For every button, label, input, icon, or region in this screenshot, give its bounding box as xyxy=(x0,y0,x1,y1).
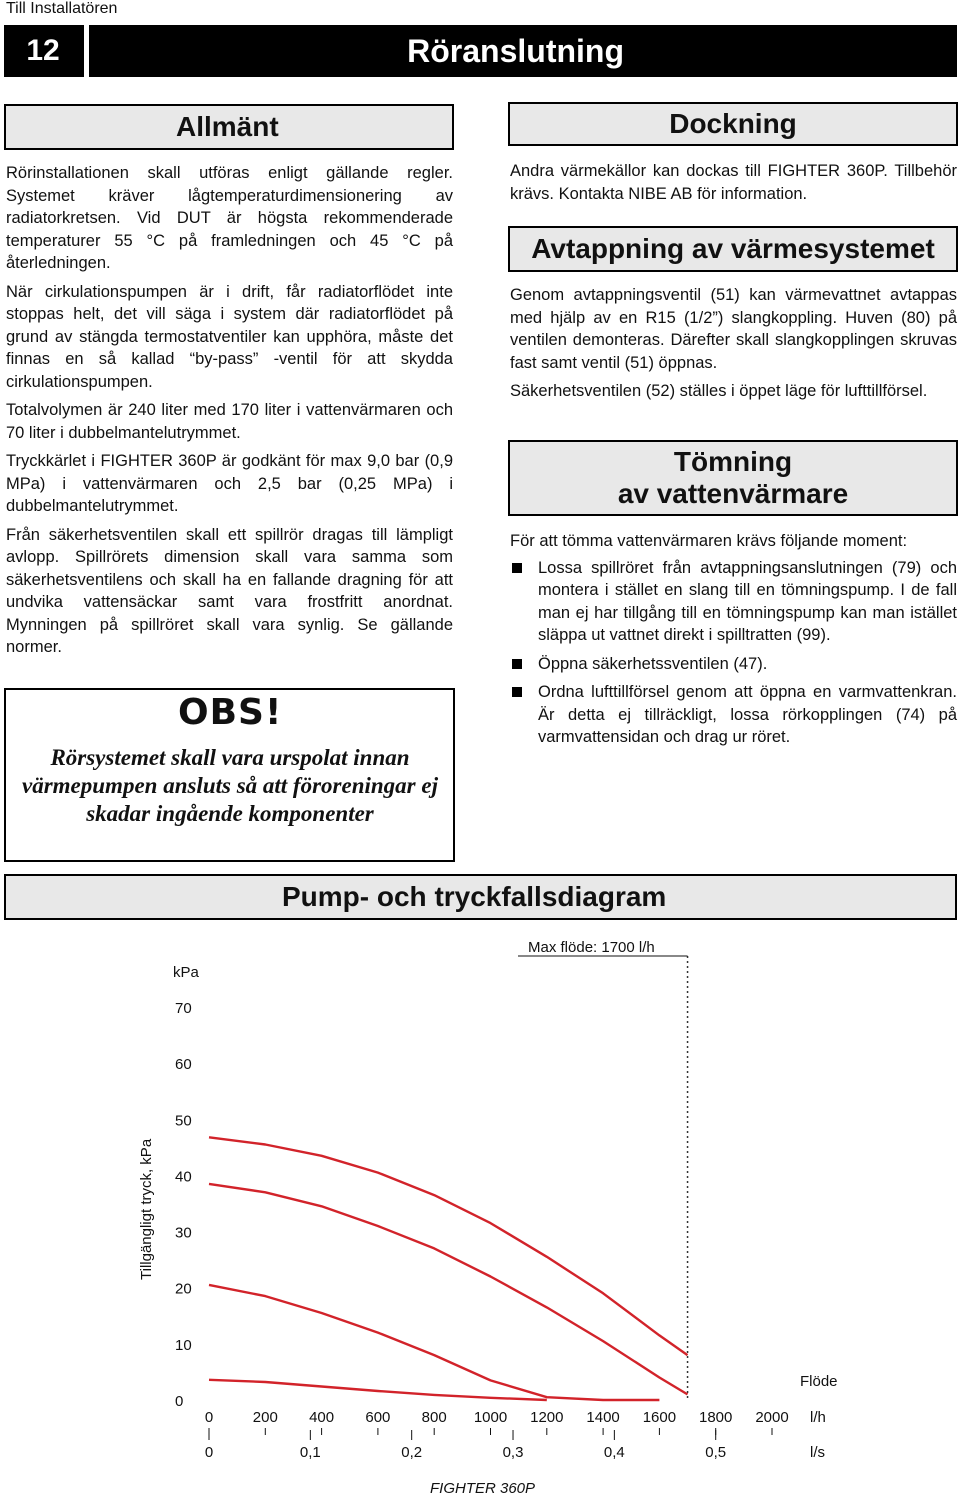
x2-tick-label: 0,3 xyxy=(502,1444,524,1461)
step-text: Öppna säkerhetssventilen (47). xyxy=(538,654,768,673)
list-item xyxy=(510,681,957,749)
tomning-intro: För att tömma vattenvärmaren krävs följande moment: xyxy=(510,532,908,550)
x2-tick-label: 0,1 xyxy=(299,1444,321,1461)
x-tick-label: 1200 xyxy=(530,1409,564,1426)
y-tick-label: 60 xyxy=(175,1056,192,1074)
x2-tick-label: 0,5 xyxy=(705,1444,727,1461)
page-title: Röranslutning xyxy=(407,32,624,69)
x2-unit-label: l/s xyxy=(810,1444,825,1461)
y-tick-label: 40 xyxy=(175,1168,192,1186)
x-tick-label: 800 xyxy=(421,1409,447,1426)
y-tick-label: 20 xyxy=(175,1280,192,1298)
x-tick-label: 400 xyxy=(309,1409,335,1426)
pump-chart xyxy=(0,920,960,1476)
max-flow-label: Max flöde: 1700 l/h xyxy=(528,939,655,956)
heading-pump-diagram: Pump- och tryckfallsdiagram xyxy=(4,874,957,920)
heading-allmant: Allmänt xyxy=(4,104,454,150)
obs-text: Rörsystemet skall vara urspolat innan värmepumpen ansluts så att föroreningar ej skadar ingående komponenter xyxy=(22,745,438,826)
x-axis-title: Flöde xyxy=(800,1373,838,1390)
y-axis-title: Tillgängligt tryck, kPa xyxy=(138,1138,155,1280)
x-tick-label: 1000 xyxy=(473,1409,508,1426)
list-item xyxy=(510,557,957,647)
dockning-body xyxy=(510,160,957,211)
allmant-paragraph: Från säkerhetsventilen skall ett spillrör dragas till lämpligt avlopp. Spillrörets dimension skall vara samma som säkerhetsventilens och skall ha en fallande dragning för att undvika vattensäckar samt vara frostfritt anordnat. Mynningen på spillröret skall vara synlig. Se gällande normer. xyxy=(6,525,453,656)
allmant-paragraph: Tryckkärlet i FIGHTER 360P är godkänt för max 9,0 bar (0,9 MPa) i vattenvärmaren och 2,5 bar (0,25 MPa) i dubbelmantelutrymmet. xyxy=(6,452,453,515)
x-tick-label: 1400 xyxy=(586,1409,620,1426)
bullet-square-icon xyxy=(512,563,522,573)
x-tick-label: 200 xyxy=(252,1409,278,1426)
dockning-text: Andra värmekällor kan dockas till FIGHTER 360P. Tillbehör krävs. Kontakta NIBE AB för information. xyxy=(510,162,957,203)
tomning-body xyxy=(510,530,957,755)
heading-dockning: Dockning xyxy=(508,102,958,146)
allmant-paragraph: När cirkulationspumpen är i drift, får radiatorflödet inte stoppas helt, det vill säga i system där radiatorflödet på grund av stängda termostatventiler kan upphöra, måste det finnas en så kallad “by-pass” -ventil för att skydda cirkulationspumpen. xyxy=(6,282,453,391)
allmant-body xyxy=(6,162,453,665)
y-unit-label: kPa xyxy=(173,964,199,981)
step-text: Lossa spillröret från avtappningsanslutningen (79) och montera i stället en slang till en tömningspump. I de fall man ej har tillgång till en tömningspump kan man istället släppa ut vattnet direkt i spilltratten (99). xyxy=(538,558,957,644)
heading-tomning-line2: av vattenvärmare xyxy=(617,478,849,509)
x-tick-label: 1800 xyxy=(699,1409,733,1426)
heading-avtappning: Avtappning av värmesystemet xyxy=(508,226,958,272)
allmant-paragraph: Totalvolymen är 240 liter med 170 liter i vattenvärmaren och 70 liter i dubbelmantelutrymmet. xyxy=(6,401,453,442)
y-tick-label: 70 xyxy=(175,1000,192,1017)
avtappning-paragraph: Säkerhetsventilen (52) ställes i öppet läge för lufttillförsel. xyxy=(510,382,928,400)
y-tick-label: 0 xyxy=(175,1393,184,1410)
avtappning-paragraph: Genom avtappningsventil (51) kan värmevattnet avtappas med hjälp av en R15 (1/2”) slangkoppling. Huven (80) på ventilen demonteras. Därefter skall slangkopplingen skruvas fast samt ventil (51) öppnas. xyxy=(510,286,957,372)
x-tick-label: 1600 xyxy=(642,1409,677,1426)
page-title-wrap xyxy=(90,25,948,77)
y-tick-label: 50 xyxy=(175,1112,192,1130)
bullet-square-icon xyxy=(512,687,522,697)
page-number: 12 xyxy=(26,34,60,67)
chart-series xyxy=(209,1137,688,1400)
pump-curve-1 xyxy=(209,1137,688,1355)
x2-tick-label: 0 xyxy=(204,1444,214,1461)
list-item xyxy=(510,653,957,676)
chart-labels xyxy=(138,939,838,1461)
footer-model: FIGHTER 360P xyxy=(430,1480,536,1497)
chart-axes xyxy=(209,956,772,1440)
x-tick-label: 0 xyxy=(204,1409,214,1426)
title-bar-divider xyxy=(84,25,89,77)
tomning-steps xyxy=(510,557,957,749)
bullet-square-icon xyxy=(512,659,522,669)
x2-tick-label: 0,2 xyxy=(401,1444,423,1461)
y-tick-label: 10 xyxy=(175,1336,192,1354)
y-tick-label: 30 xyxy=(175,1224,192,1242)
avtappning-body xyxy=(510,284,957,409)
x-tick-label: 600 xyxy=(365,1409,391,1426)
heading-tomning xyxy=(508,440,958,516)
x-unit-label: l/h xyxy=(810,1409,826,1426)
section-label: Till Installatören xyxy=(6,0,118,17)
obs-title: OBS! xyxy=(178,692,283,733)
x-tick-label: 2000 xyxy=(755,1409,789,1426)
step-text: Ordna lufttillförsel genom att öppna en varmvattenkran. Är detta ej tillräckligt, lossa rörkopplingen (74) på varmvattensidan och drag ur röret. xyxy=(538,683,957,746)
x2-tick-label: 0,4 xyxy=(603,1444,625,1461)
allmant-paragraph: Rörinstallationen skall utföras enligt gällande regler. Systemet kräver lågtemperaturdimensionering av radiatorkretsen. Vid DUT är högsta rekommenderade temperaturer 55 °C på framledningen och 45 °C på återledningen. xyxy=(6,164,453,272)
pump-curve-2 xyxy=(209,1184,688,1395)
heading-tomning-line1: Tömning xyxy=(673,446,793,477)
